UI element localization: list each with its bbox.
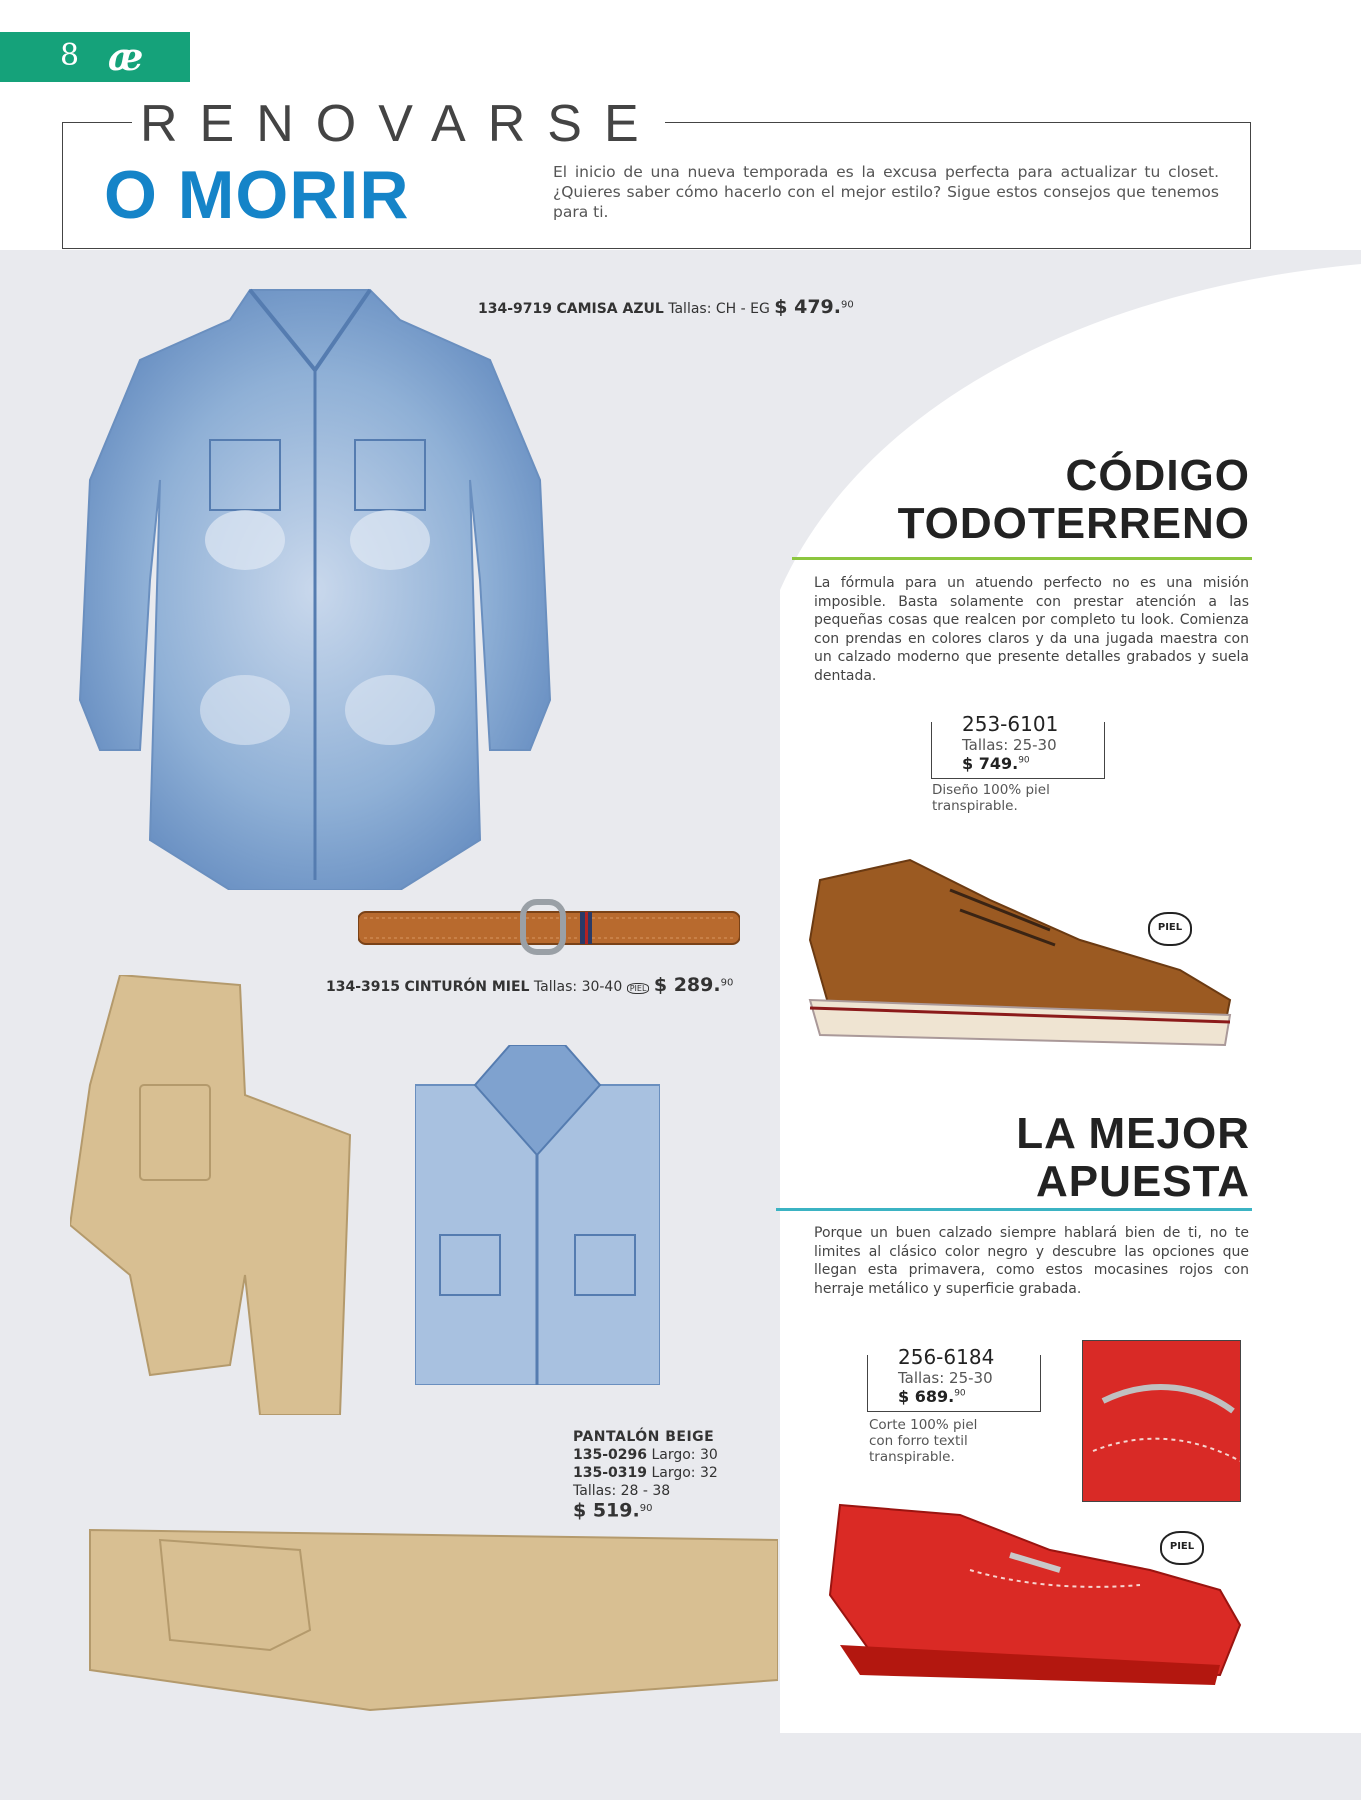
intro-text: El inicio de una nueva temporada es la excusa perfecta para actualizar tu closet. ¿Quieres saber cómo hacerlo con el mejor estilo? Sigue estos consejos que tenemos para ti.: [553, 163, 1219, 221]
shirt-tallas-label: Tallas:: [668, 301, 712, 317]
belt-image: [358, 898, 740, 958]
shoe1-note-line1: Diseño 100% piel: [932, 782, 1050, 798]
belt-code: 134-3915: [326, 979, 400, 995]
belt-cents: 90: [720, 977, 734, 989]
title-renovarse: RENOVARSE: [140, 95, 661, 153]
piel-leather-icon: PIEL: [1148, 912, 1192, 946]
shoe2-tallas: Tallas: 25-30: [898, 1369, 993, 1387]
belt-caption: [326, 974, 733, 996]
section2-title-line1: LA MEJOR: [1016, 1109, 1250, 1158]
shoe2-note-line1: Corte 100% piel: [869, 1417, 978, 1433]
section2-title: [920, 1110, 1250, 1206]
shoe1-cents: 90: [1018, 755, 1030, 766]
belt-tallas: 30-40: [581, 979, 623, 995]
section1-title-line2: TODOTERRENO: [897, 499, 1250, 548]
belt-price: $ 289.: [653, 974, 721, 996]
shoe2-note-line3: transpirable.: [869, 1449, 955, 1465]
shirt-cents: 90: [841, 299, 854, 311]
shirt-caption: [478, 296, 854, 318]
section2-rule: [776, 1208, 1252, 1211]
page-number-tab: [0, 32, 190, 82]
belt-tallas-label: Tallas:: [533, 979, 578, 995]
shirt-name: CAMISA AZUL: [556, 301, 664, 317]
pants-name: PANTALÓN BEIGE: [573, 1429, 715, 1445]
denim-shirt-image: [70, 280, 560, 890]
shoe2-price: $ 689.: [898, 1387, 955, 1406]
section1-title-line1: CÓDIGO: [1065, 451, 1250, 500]
frame-top-right: [665, 122, 1250, 123]
shoe1-code: 253-6101: [958, 712, 1074, 736]
brand-logo: æ: [108, 34, 144, 79]
page-number: 8: [60, 38, 80, 73]
pants-largo-1: Largo: 30: [651, 1447, 718, 1463]
pants-caption: [573, 1428, 718, 1522]
shirt-price: $ 479.: [774, 296, 841, 318]
pants-code-2: 135-0319: [573, 1465, 647, 1481]
shirt-code: 134-9719: [478, 301, 552, 317]
section2-text: Porque un buen calzado siempre hablará bien de ti, no te limites al clásico color negro y descubre las opciones que llegan esta primavera, como estos mocasines rojos con herraje metálico y superficie grabada.: [814, 1225, 1249, 1297]
section1-rule: [792, 557, 1252, 560]
shoe1-price: $ 749.: [962, 754, 1019, 773]
section2-title-line2: APUESTA: [1036, 1157, 1250, 1206]
footer-strip: [0, 1733, 1361, 1800]
denim-shirt-folded-image: [415, 1045, 660, 1385]
pants-price: $ 519.: [573, 1499, 640, 1522]
pants-tallas: Tallas: 28 - 38: [573, 1483, 671, 1499]
beige-pants-folded-image: [70, 975, 360, 1415]
shoe2-note: [869, 1417, 977, 1465]
shoe1-note: [932, 782, 1050, 814]
title-o-morir: O MORIR: [104, 157, 410, 233]
pants-largo-2: Largo: 32: [651, 1465, 718, 1481]
belt-name: CINTURÓN MIEL: [404, 979, 530, 995]
shirt-tallas: CH - EG: [715, 301, 770, 317]
shoe2-note-line2: con forro textil: [869, 1433, 968, 1449]
price-box-256-6184: [867, 1345, 1041, 1412]
shoe2-cents: 90: [954, 1388, 966, 1399]
shoe2-code: 256-6184: [894, 1345, 1010, 1369]
price-box-253-6101: [931, 712, 1105, 779]
pants-cents: 90: [639, 1503, 653, 1514]
frame-top-left: [62, 122, 132, 123]
section1-text: La fórmula para un atuendo perfecto no es una misión imposible. Basta solamente con prestar atención a las pequeñas cosas que realcen por completo tu look. Comienza con prendas en colores claros y da una jugada maestra con un calzado moderno que presente detalles grabados y suela dentada.: [814, 575, 1249, 684]
section1-title: [820, 452, 1250, 548]
beige-pants-leg-image: [70, 1520, 778, 1720]
red-loafer-image: [820, 1475, 1245, 1695]
belt-piel-icon: PIEL: [627, 983, 650, 994]
piel-leather-icon: PIEL: [1160, 1531, 1204, 1565]
shoe1-tallas: Tallas: 25-30: [962, 736, 1057, 754]
pants-code-1: 135-0296: [573, 1447, 647, 1463]
shoe1-note-line2: transpirable.: [932, 798, 1018, 814]
